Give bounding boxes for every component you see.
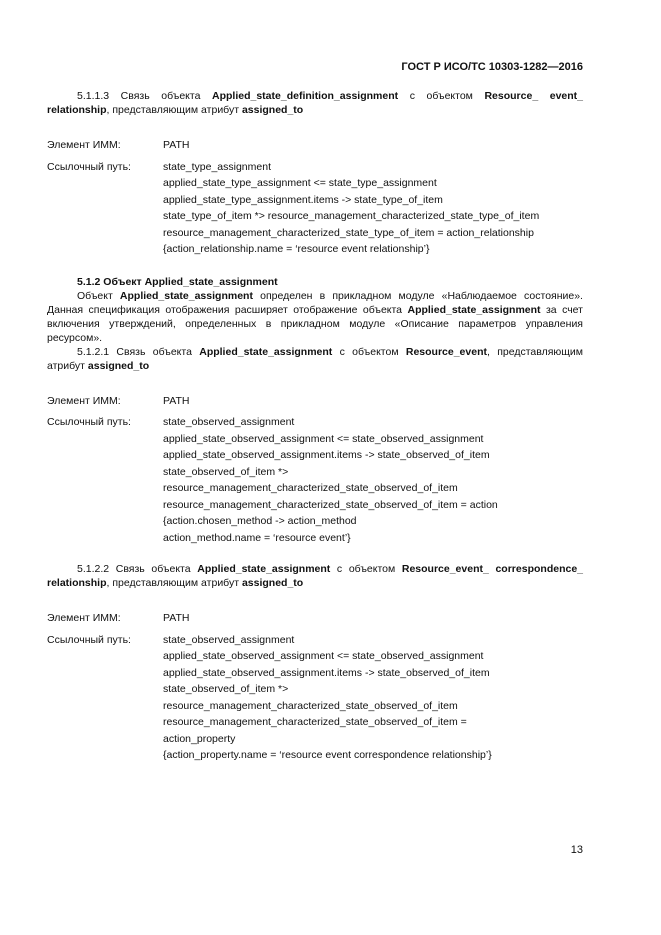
aim-element-value: PATH	[163, 139, 190, 151]
path-line: applied_state_type_assignment <= state_type_assignment	[163, 177, 437, 189]
path-line: action_method.name = ‘resource event’}	[163, 531, 351, 544]
aim-element-row	[47, 137, 583, 154]
path-line: state_observed_assignment	[163, 633, 295, 646]
aim-element-label: Элемент ИММ:	[47, 139, 121, 151]
section-5-1-2-title: 5.1.2 Объект Applied_state_assignment	[77, 275, 278, 288]
document-id-header: ГОСТ Р ИСО/ТС 10303-1282—2016	[401, 61, 583, 73]
path-line: {action_relationship.name = ‘resource event relationship’}	[163, 243, 430, 255]
path-line: resource_management_characterized_state_observed_of_item	[163, 482, 458, 494]
path-line: applied_state_observed_assignment <= state_observed_assignment	[163, 650, 484, 662]
reference-path-row	[47, 159, 583, 258]
aim-element-row	[47, 393, 583, 410]
aim-element-value: PATH	[163, 612, 190, 624]
clause-5-1-1-3-heading: 5.1.1.3 Связь объекта Applied_state_definition_assignment с объектом Resource_ event_ relationship, представляющим атрибут assigned_to	[47, 90, 584, 116]
clause-5-1-2-1-heading: 5.1.2.1 Связь объекта Applied_state_assignment с объектом Resource_event, представляющим атрибут assigned_to	[47, 345, 584, 372]
path-line: state_observed_of_item *>	[163, 683, 289, 695]
path-line: state_type_assignment	[163, 160, 271, 173]
mapping-block-3	[47, 610, 583, 764]
mapping-block-2	[47, 393, 583, 547]
aim-element-row	[47, 610, 583, 627]
aim-element-label: Элемент ИММ:	[47, 612, 121, 624]
path-line: state_observed_assignment	[163, 416, 295, 428]
path-line: applied_state_observed_assignment.items -> state_observed_of_item	[163, 666, 490, 679]
page-content	[47, 89, 583, 764]
reference-path-row	[47, 414, 583, 546]
aim-element-value: PATH	[163, 394, 190, 407]
path-line: applied_state_observed_assignment <= state_observed_assignment	[163, 432, 484, 445]
path-line: {action.chosen_method -> action_method	[163, 515, 357, 527]
path-line: resource_management_characterized_state_observed_of_item = action	[163, 498, 498, 511]
clause-5-1-2-2-heading: 5.1.2.2 Связь объекта Applied_state_assignment с объектом Resource_event_ correspondence_ relationship, представляющим атрибут assigned_to	[47, 563, 584, 589]
page-number: 13	[570, 844, 583, 856]
path-line: applied_state_observed_assignment.items -> state_observed_of_item	[163, 449, 490, 461]
path-line: action_property	[163, 732, 236, 745]
path-line: state_type_of_item *> resource_management_characterized_state_type_of_item	[163, 210, 540, 222]
aim-element-label: Элемент ИММ:	[47, 394, 121, 407]
path-line: resource_management_characterized_state_observed_of_item	[163, 699, 458, 712]
mapping-block-1	[47, 137, 583, 258]
section-5-1-2-paragraph: Объект Applied_state_assignment определен в прикладном модуле «Наблюдаемое состояние». Данная спецификация отображения расширяет отображение объекта Applied_state_assignment за счет включения утверждений, определенных в прикладном модуле «Описание параметров управления ресурсом».	[47, 289, 583, 344]
path-line: resource_management_characterized_state_observed_of_item =	[163, 716, 467, 728]
reference-path-label: Ссылочный путь:	[47, 160, 131, 173]
path-line: applied_state_type_assignment.items -> state_type_of_item	[163, 193, 443, 206]
path-line: {action_property.name = ‘resource event correspondence relationship’}	[163, 749, 492, 761]
reference-path-label: Ссылочный путь:	[47, 416, 131, 428]
path-line: resource_management_characterized_state_type_of_item = action_relationship	[163, 226, 534, 239]
reference-path-label: Ссылочный путь:	[47, 633, 131, 646]
path-line: state_observed_of_item *>	[163, 465, 289, 478]
reference-path-lines	[163, 159, 583, 258]
reference-path-row	[47, 632, 583, 764]
reference-path-lines	[163, 414, 583, 546]
reference-path-lines	[163, 632, 583, 764]
